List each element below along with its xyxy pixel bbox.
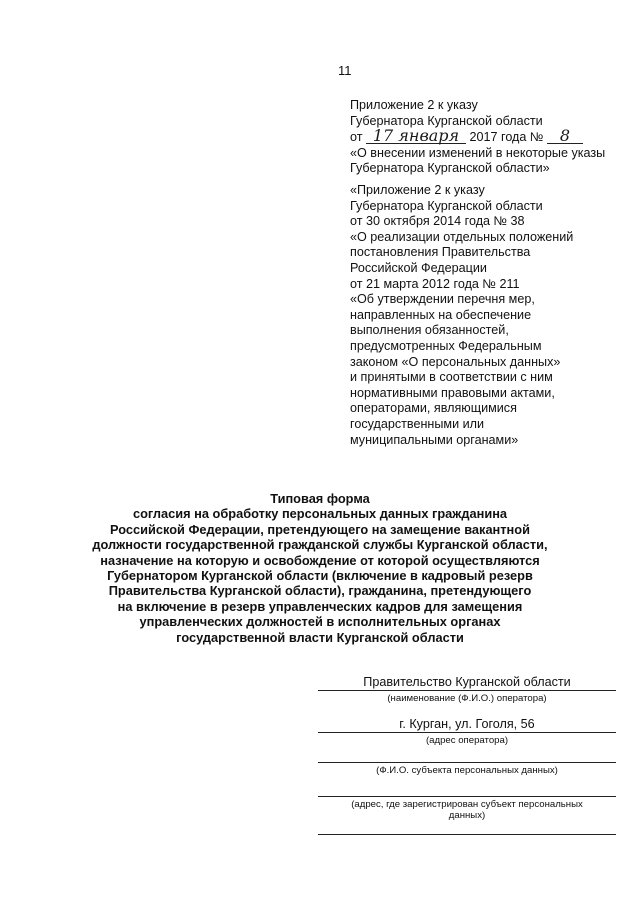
operator-address-caption: (адрес оператора): [425, 735, 509, 746]
prior-line: операторами, являющимися: [350, 401, 517, 416]
prior-line: муниципальными органами»: [350, 432, 519, 447]
year-label: 2017 года №: [469, 130, 544, 145]
subject-address-value: [318, 780, 616, 796]
prior-line: от 21 марта 2012 года № 211: [350, 276, 520, 291]
prior-line: постановления Правительства: [350, 245, 531, 260]
subject-address-caption-line1: (адрес, где зарегистрирован субъект персональных: [351, 799, 583, 810]
title-line: Типовая форма: [270, 491, 370, 506]
prior-line: «О реализации отдельных положений: [350, 229, 574, 244]
subject-address-field: [318, 780, 616, 821]
annex-date-line: [350, 126, 635, 146]
page-number: 11: [338, 63, 352, 78]
prior-line: от 30 октября 2014 года № 38: [350, 214, 525, 229]
title-line: назначение на которую и освобождение от которой осуществляются: [100, 552, 540, 568]
title-line: Российской Федерации, претендующего на замещение вакантной: [110, 521, 530, 537]
operator-address-field: [318, 716, 616, 746]
title-line: управленческих должностей в исполнительных органах: [139, 614, 501, 630]
subject-address-caption-line2: данных): [448, 810, 486, 821]
prior-line: направленных на обеспечение: [350, 307, 532, 322]
document-title: [60, 491, 580, 645]
prior-line: законом «О персональных данных»: [350, 354, 561, 369]
operator-name-caption: (наименование (Ф.И.О.) оператора): [387, 693, 547, 704]
handwritten-number: 8: [547, 129, 583, 144]
title-line: Правительства Курганской области), гражданина, претендующего: [108, 583, 532, 599]
subject-name-field: [318, 746, 616, 776]
prior-line: предусмотренных Федеральным: [350, 338, 542, 353]
operator-name-field: [318, 674, 616, 704]
handwritten-date: 17 января: [366, 129, 466, 144]
prior-line: Губернатора Курганской области: [350, 198, 543, 213]
from-label: от: [350, 130, 363, 145]
title-line: государственной власти Курганской области: [176, 629, 464, 645]
operator-address-value: г. Курган, ул. Гоголя, 56: [399, 717, 535, 731]
prior-line: государственными или: [350, 416, 485, 431]
annex-line: Губернатора Курганской области: [350, 113, 543, 128]
subject-name-value: [318, 746, 616, 762]
title-line: на включение в резерв управленческих кадров для замещения: [117, 598, 523, 614]
prior-annex: [350, 183, 635, 448]
prior-line: Российской Федерации: [350, 260, 487, 275]
title-line: согласия на обработку персональных данных гражданина: [132, 506, 508, 522]
annex-line: «О внесении изменений в некоторые указы: [350, 145, 606, 160]
prior-line: и принятыми в соответствии с ним: [350, 370, 553, 385]
prior-line: нормативными правовыми актами,: [350, 385, 555, 400]
annex-line: Губернатора Курганской области»: [350, 161, 550, 176]
operator-name-value: Правительство Курганской области: [363, 675, 571, 689]
annex-line: Приложение 2 к указу: [350, 98, 478, 112]
blank-line: [318, 834, 616, 835]
title-line: должности государственной гражданской службы Курганской области,: [92, 537, 548, 553]
annex-header: [350, 98, 635, 177]
prior-line: «Об утверждении перечня мер,: [350, 292, 535, 307]
prior-line: «Приложение 2 к указу: [350, 183, 485, 197]
subject-name-caption: (Ф.И.О. субъекта персональных данных): [376, 765, 558, 776]
prior-line: выполнения обязанностей,: [350, 323, 509, 338]
title-line: Губернатором Курганской области (включение в кадровый резерв: [107, 568, 533, 584]
subject-address-extra-line: [318, 834, 616, 835]
